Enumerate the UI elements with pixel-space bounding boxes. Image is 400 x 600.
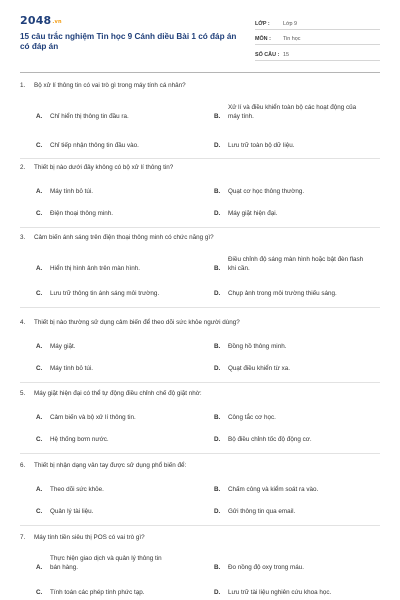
question-prompt: Thiết bị nào dưới đây không có bộ xử lí thông tin?	[34, 164, 174, 171]
meta-value: 15	[283, 51, 289, 58]
question-text	[20, 164, 173, 171]
option-text: Lưu trữ tài liệu nghiên cứu khoa học.	[228, 589, 332, 596]
question-divider	[20, 453, 380, 454]
option-letter: D.	[214, 365, 221, 372]
question-text	[20, 462, 186, 469]
meta-row-question-count	[255, 45, 380, 61]
meta-row-subject	[255, 30, 380, 46]
option-text: Bộ điều chỉnh tốc độ động cơ.	[228, 436, 312, 443]
option-letter: B.	[214, 414, 221, 421]
option-letter: C.	[36, 290, 43, 297]
option-text: Hệ thống bơm nước.	[50, 436, 109, 443]
logo-text: 2048	[20, 14, 52, 27]
question-number: 6.	[20, 462, 26, 469]
option-letter: B.	[214, 564, 221, 571]
option-text: Chụp ảnh trong môi trường thiếu sáng.	[228, 290, 337, 297]
question-divider	[20, 307, 380, 308]
option-letter: A.	[36, 564, 43, 571]
option-letter: A.	[36, 486, 43, 493]
question-number: 1.	[20, 82, 26, 89]
question-prompt: Cảm biến ánh sáng trên điện thoại thông minh có chức năng gì?	[34, 234, 214, 241]
option-text: Quản lý tài liệu.	[50, 508, 94, 515]
option-text: Quạt cơ học thông thường.	[228, 188, 305, 195]
option-letter: D.	[214, 436, 221, 443]
option-letter: C.	[36, 436, 43, 443]
option-letter: A.	[36, 343, 43, 350]
option-text: Điện thoại thông minh.	[50, 210, 114, 217]
option-text: Chỉ tiếp nhận thông tin đầu vào.	[50, 142, 139, 149]
header-divider	[20, 72, 380, 73]
site-logo[interactable]	[20, 14, 62, 27]
option-text: Thực hiện giao dịch và quản lý thông tin bán hàng.	[50, 555, 162, 571]
meta-row-class	[255, 14, 380, 30]
question-text	[20, 390, 202, 397]
option-letter: D.	[214, 508, 221, 515]
question-text	[20, 534, 145, 541]
question-number: 5.	[20, 390, 26, 397]
question-prompt: Máy giặt hiện đại có thể tự động điều chỉnh chế độ giặt nhờ:	[34, 390, 202, 397]
option-letter: C.	[36, 508, 43, 515]
question-prompt: Thiết bị nào thường sử dụng cảm biến để theo dõi sức khỏe người dùng?	[34, 319, 240, 326]
question-divider	[20, 158, 380, 159]
option-text: Theo dõi sức khỏe.	[50, 486, 104, 493]
question-prompt: Máy tính tiền siêu thị POS có vai trò gì?	[34, 534, 145, 541]
option-text: Chỉ hiển thị thông tin đầu ra.	[50, 113, 129, 120]
logo-suffix: .vn	[52, 19, 62, 25]
option-text: Quạt điều khiển từ xa.	[228, 365, 290, 372]
option-text: Đồng hồ thông minh.	[228, 343, 287, 350]
option-letter: C.	[36, 365, 43, 372]
option-letter: B.	[214, 188, 221, 195]
question-number: 4.	[20, 319, 26, 326]
document-title: 15 câu trắc nghiệm Tin học 9 Cánh diều Bài 1 có đáp án có đáp án	[20, 32, 237, 51]
option-letter: B.	[214, 113, 221, 120]
meta-label: MÔN :	[255, 36, 271, 42]
option-letter: C.	[36, 589, 43, 596]
option-text: Máy tính bỏ túi.	[50, 365, 94, 372]
option-letter: A.	[36, 113, 43, 120]
page-header	[0, 0, 400, 70]
question-number: 3.	[20, 234, 26, 241]
option-text: Công tắc cơ học.	[228, 414, 276, 421]
option-text: Chấm công và kiểm soát ra vào.	[228, 486, 319, 493]
question-number: 2.	[20, 164, 26, 171]
option-letter: D.	[214, 589, 221, 596]
meta-label: LỚP :	[255, 20, 270, 27]
option-letter: D.	[214, 210, 221, 217]
option-text: Lưu trữ thông tin ánh sáng môi trường.	[50, 290, 160, 297]
option-text: Xử lí và điều khiển toàn bộ các hoạt động của máy tính.	[228, 104, 357, 120]
question-text	[20, 319, 240, 326]
option-text: Máy giặt.	[50, 343, 76, 350]
option-text: Điều chỉnh độ sáng màn hình hoặc bật đèn flash khi cần.	[228, 256, 364, 272]
option-text: Cảm biến và bộ xử lí thông tin.	[50, 414, 136, 421]
option-text: Tính toán các phép tính phức tạp.	[50, 589, 145, 596]
option-letter: A.	[36, 265, 43, 272]
option-text: Gửi thông tin qua email.	[228, 508, 296, 515]
question-text	[20, 82, 186, 89]
option-text: Đo nồng độ oxy trong máu.	[228, 564, 304, 571]
option-text: Hiển thị hình ảnh trên màn hình.	[50, 265, 140, 272]
question-divider	[20, 525, 380, 526]
option-letter: B.	[214, 265, 221, 272]
option-letter: A.	[36, 414, 43, 421]
question-prompt: Bộ xử lí thông tin có vai trò gì trong máy tính cá nhân?	[34, 82, 186, 89]
meta-value: Tin học	[283, 36, 301, 42]
option-letter: D.	[214, 142, 221, 149]
question-prompt: Thiết bị nhận dạng vân tay được sử dụng phổ biến để:	[34, 462, 187, 469]
question-divider	[20, 227, 380, 228]
option-letter: B.	[214, 343, 221, 350]
question-text	[20, 234, 214, 241]
option-text: Lưu trữ toàn bộ dữ liệu.	[228, 142, 295, 149]
option-letter: C.	[36, 210, 43, 217]
option-letter: D.	[214, 290, 221, 297]
meta-label: SỐ CÂU :	[255, 51, 280, 58]
meta-info-box	[255, 14, 380, 61]
option-letter: C.	[36, 142, 43, 149]
option-letter: B.	[214, 486, 221, 493]
option-text: Máy giặt hiện đại.	[228, 210, 278, 217]
question-divider	[20, 382, 380, 383]
meta-value: Lớp 9	[283, 20, 298, 27]
question-number: 7.	[20, 534, 26, 541]
option-letter: A.	[36, 188, 43, 195]
option-text: Máy tính bỏ túi.	[50, 188, 94, 195]
